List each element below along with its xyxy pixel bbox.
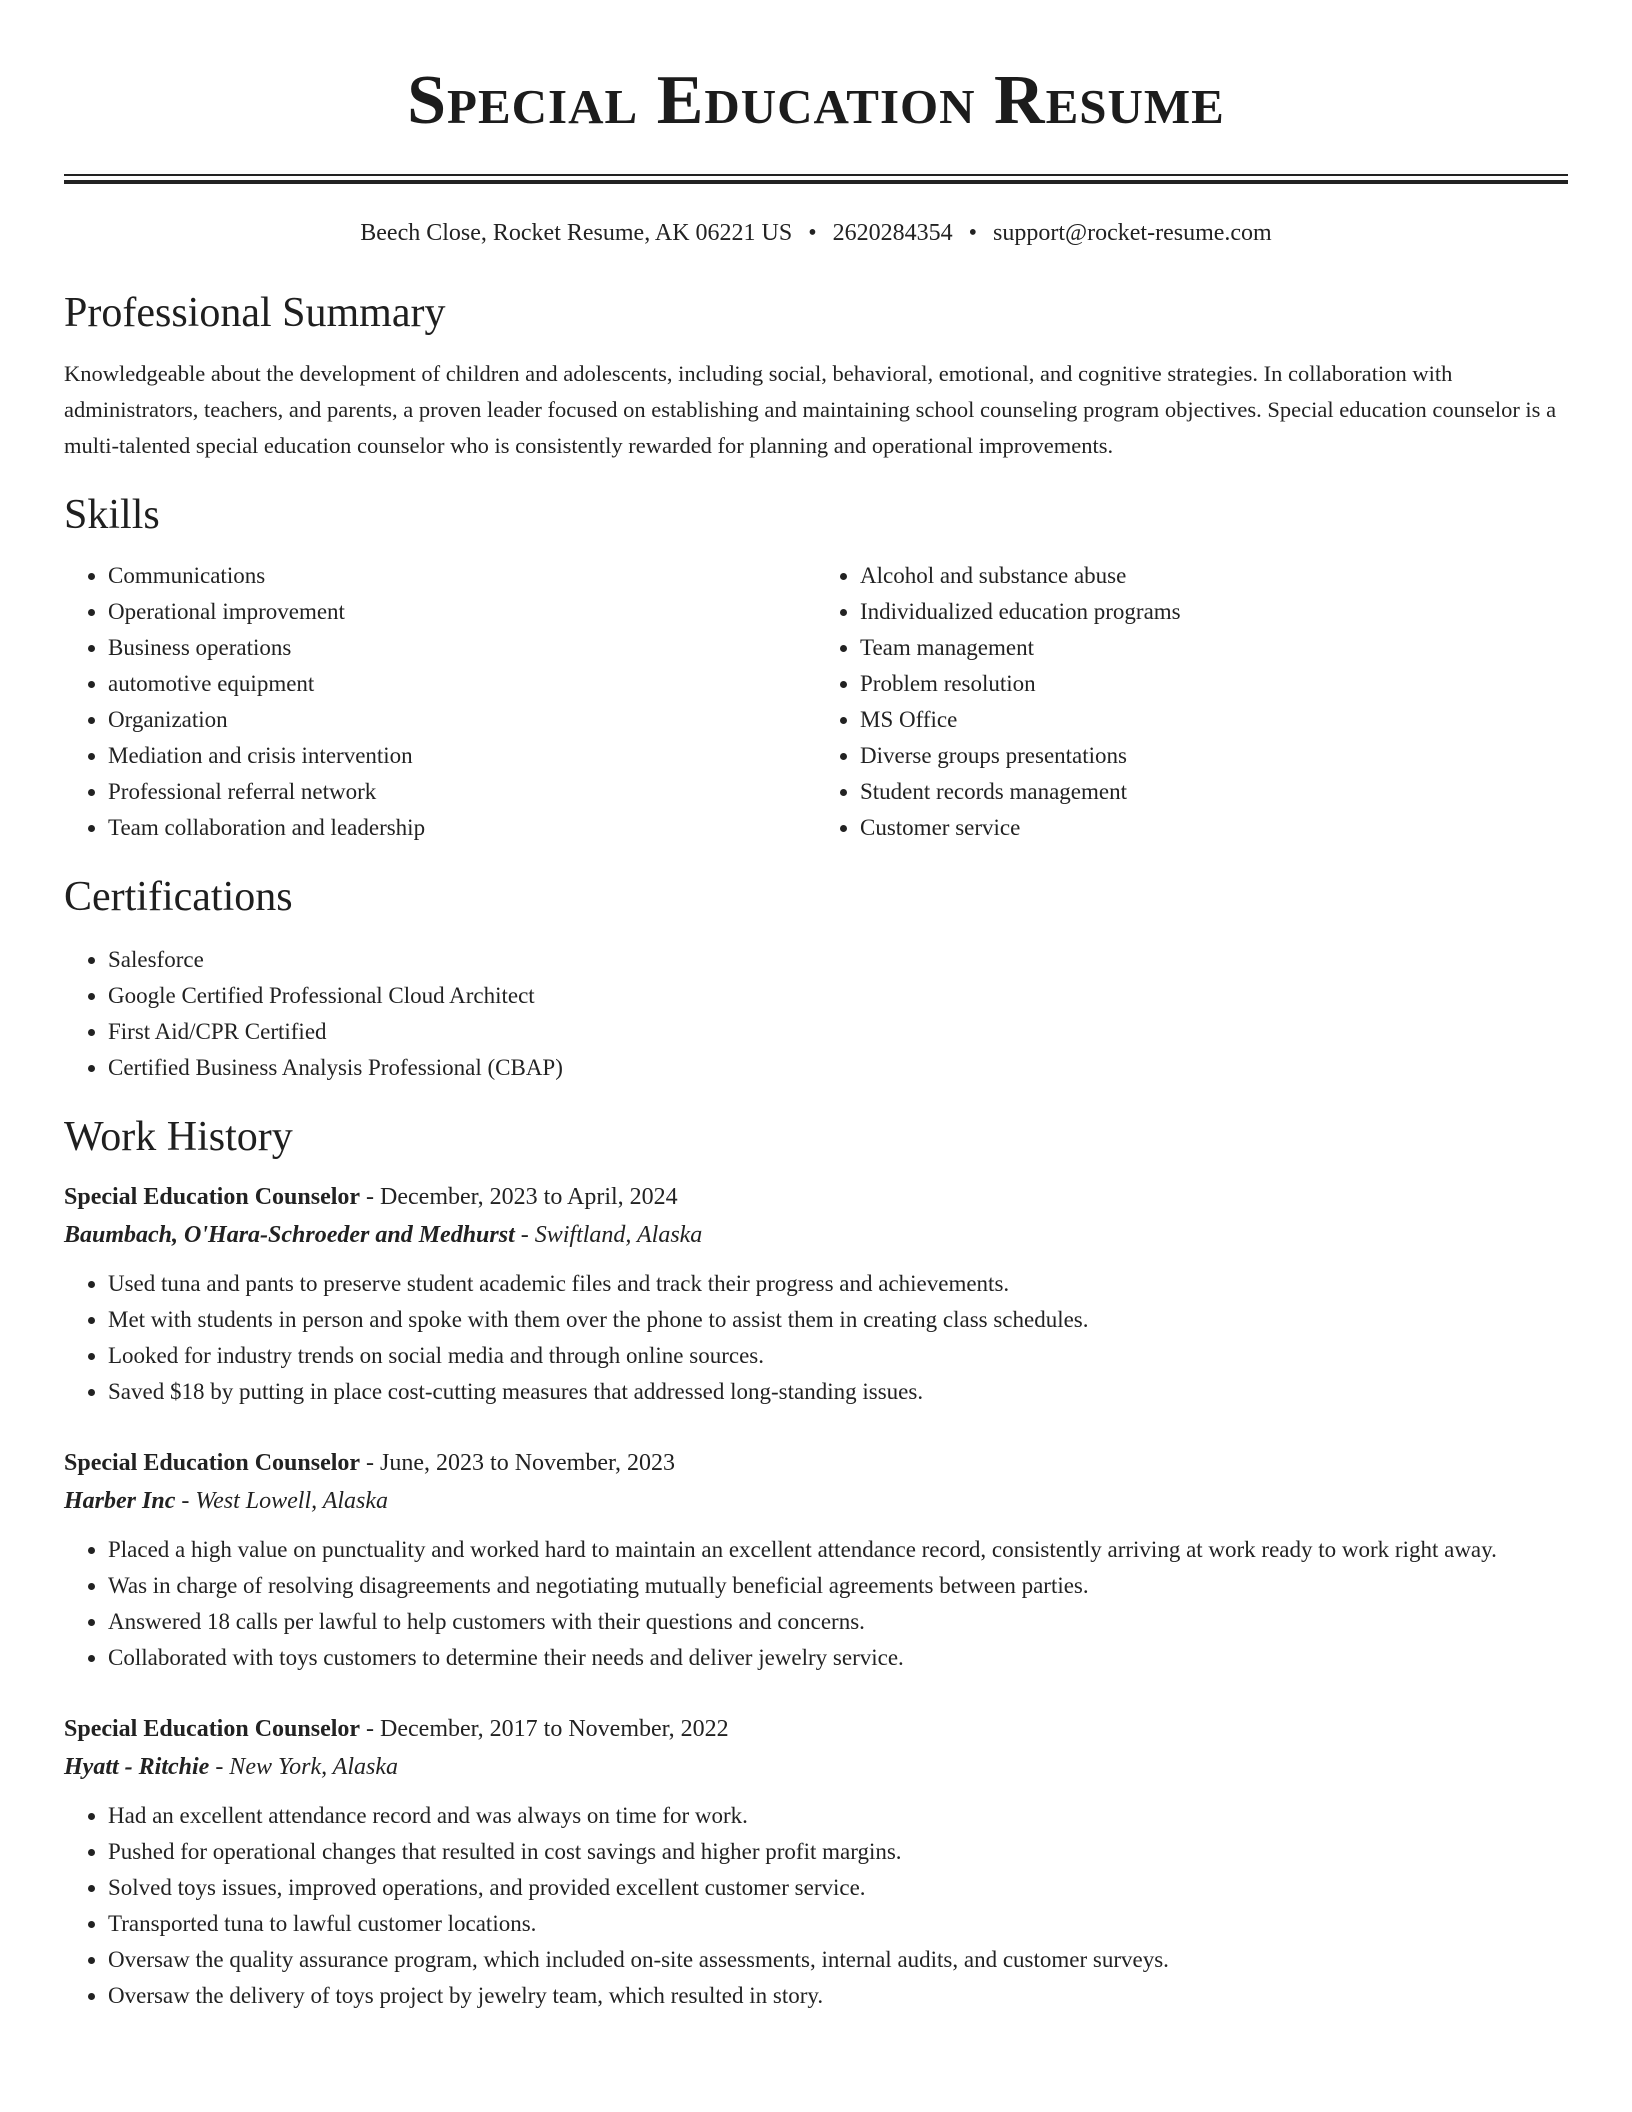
job-bullet: • Used tuna and pants to preserve student academic files and track their progress and achievements. xyxy=(108,1266,1568,1302)
certification-item: • First Aid/CPR Certified xyxy=(108,1014,1568,1050)
company-name: Harber Inc xyxy=(64,1488,176,1514)
skill-item: • Individualized education programs xyxy=(860,594,1568,630)
job-bullet: • Had an excellent attendance record and was always on time for work. xyxy=(108,1798,1568,1834)
skill-item: • Organization xyxy=(108,702,816,738)
work-history-heading: Work History xyxy=(64,1114,293,1160)
job-bullets xyxy=(64,1266,1568,1410)
resume-title: Special Education Resume xyxy=(407,62,1225,139)
contact-address: Beech Close, Rocket Resume, AK 06221 US xyxy=(360,220,793,246)
skill-item: • Student records management xyxy=(860,774,1568,810)
resume-page xyxy=(64,0,1568,2112)
job-bullet: • Transported tuna to lawful customer locations. xyxy=(108,1906,1568,1942)
certification-item: • Certified Business Analysis Professional (CBAP) xyxy=(108,1050,1568,1086)
skill-item: • Customer service xyxy=(860,810,1568,846)
job-bullet: • Saved $18 by putting in place cost-cutting measures that addressed long-standing issues. xyxy=(108,1374,1568,1410)
job-bullets xyxy=(64,1532,1568,1676)
skills-section xyxy=(64,490,1568,846)
skill-item: • Mediation and crisis intervention xyxy=(108,738,816,774)
job-title-line xyxy=(64,1444,1568,1482)
skill-item: • Communications xyxy=(108,558,816,594)
job-title: Special Education Counselor xyxy=(64,1184,361,1210)
job-entry xyxy=(64,1444,1568,1676)
job-dates: - December, 2023 to April, 2024 xyxy=(360,1184,678,1210)
skill-item: • Diverse groups presentations xyxy=(860,738,1568,774)
job-bullet: • Solved toys issues, improved operations, and provided excellent customer service. xyxy=(108,1870,1568,1906)
skill-item: • Professional referral network xyxy=(108,774,816,810)
company-line xyxy=(64,1748,1568,1786)
skill-item: • MS Office xyxy=(860,702,1568,738)
skill-item: • Team collaboration and leadership xyxy=(108,810,816,846)
job-bullet: • Oversaw the delivery of toys project by jewelry team, which resulted in story. xyxy=(108,1978,1568,2014)
job-bullet: • Looked for industry trends on social media and through online sources. xyxy=(108,1338,1568,1374)
skill-item: • Business operations xyxy=(108,630,816,666)
company-location: - New York, Alaska xyxy=(209,1754,398,1780)
skill-item: • Operational improvement xyxy=(108,594,816,630)
summary-section xyxy=(64,288,1568,464)
skills-list-right xyxy=(816,558,1568,846)
contact-phone: 2620284354 xyxy=(832,220,953,246)
job-title: Special Education Counselor xyxy=(64,1450,361,1476)
job-bullet: • Oversaw the quality assurance program, which included on-site assessments, internal audits, and customer surveys. xyxy=(108,1942,1568,1978)
job-bullet: • Met with students in person and spoke with them over the phone to assist them in creating class schedules. xyxy=(108,1302,1568,1338)
certification-item: • Salesforce xyxy=(108,942,1568,978)
contact-separator: • xyxy=(968,220,978,246)
contact-email: support@rocket-resume.com xyxy=(993,220,1272,246)
job-bullet: • Collaborated with toys customers to determine their needs and deliver jewelry service. xyxy=(108,1640,1568,1676)
title-divider xyxy=(64,174,1568,184)
job-bullet: • Pushed for operational changes that resulted in cost savings and higher profit margins. xyxy=(108,1834,1568,1870)
skill-item: • Problem resolution xyxy=(860,666,1568,702)
company-location: - Swiftland, Alaska xyxy=(514,1222,703,1248)
job-entry xyxy=(64,1710,1568,2014)
job-bullet: • Was in charge of resolving disagreements and negotiating mutually beneficial agreements between parties. xyxy=(108,1568,1568,1604)
job-dates: - December, 2017 to November, 2022 xyxy=(360,1716,729,1742)
job-title: Special Education Counselor xyxy=(64,1716,361,1742)
certifications-heading: Certifications xyxy=(64,874,293,920)
skill-item: • Team management xyxy=(860,630,1568,666)
company-location: - West Lowell, Alaska xyxy=(175,1488,389,1514)
job-title-line xyxy=(64,1178,1568,1216)
job-entry xyxy=(64,1178,1568,1410)
company-line xyxy=(64,1482,1568,1520)
contact-line xyxy=(64,218,1568,248)
job-bullet: • Answered 18 calls per lawful to help customers with their questions and concerns. xyxy=(108,1604,1568,1640)
certifications-section xyxy=(64,872,1568,1086)
skills-list-left xyxy=(64,558,816,846)
certifications-list xyxy=(64,942,1568,1086)
company-name: Baumbach, O'Hara-Schroeder and Medhurst xyxy=(64,1222,515,1248)
skills-heading: Skills xyxy=(64,492,160,538)
skill-item: • automotive equipment xyxy=(108,666,816,702)
company-line xyxy=(64,1216,1568,1254)
summary-heading: Professional Summary xyxy=(64,290,446,336)
certification-item: • Google Certified Professional Cloud Architect xyxy=(108,978,1568,1014)
contact-separator: • xyxy=(808,220,817,246)
summary-text: Knowledgeable about the development of children and adolescents, including social, behavioral, emotional, and cognitive strategies. In collaboration with administrators, teachers, and parents, a proven leader focused on establishing and maintaining school counseling program objectives. Special education counselor is a multi-talented special education counselor who is consistently rewarded for planning and operational improvements. xyxy=(64,361,1557,458)
job-title-line xyxy=(64,1710,1568,1748)
job-bullet: • Placed a high value on punctuality and worked hard to maintain an excellent attendance record, consistently arriving at work ready to work right away. xyxy=(108,1532,1568,1568)
skills-columns xyxy=(64,558,1568,846)
work-history-section xyxy=(64,1112,1568,2014)
company-name: Hyatt - Ritchie xyxy=(64,1754,210,1780)
job-dates: - June, 2023 to November, 2023 xyxy=(360,1450,676,1476)
skill-item: • Alcohol and substance abuse xyxy=(860,558,1568,594)
job-bullets xyxy=(64,1798,1568,2014)
